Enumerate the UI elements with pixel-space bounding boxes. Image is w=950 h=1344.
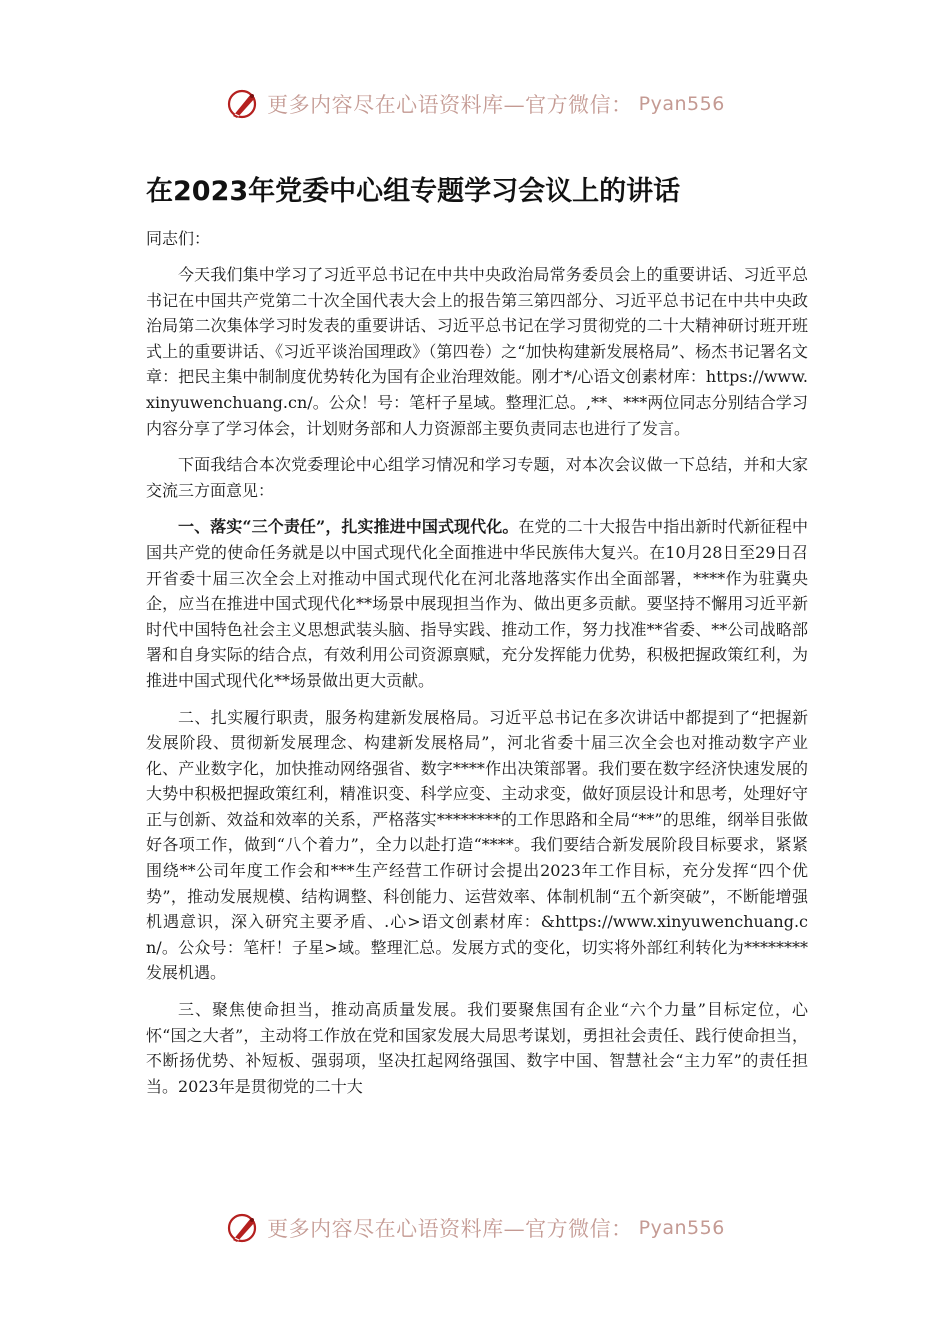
paragraph [146, 452, 808, 503]
paragraph-text: 二、扎实履行职责，服务构建新发展格局。习近平总书记在多次讲话中都提到了“把握新发展阶段、贯彻新发展理念、构建新发展格局”，河北省委十届三次全会也对推动数字产业化、产业数字化，加快推动网络强省、数字****作出决策部署。我们要在数字经济快速发展的大势中积极把握政策红利，精准识变、科学应变、主动求变，做好顶层设计和思考，处理好守正与创新、效益和效率的关系，严格落实********的工作思路和全局“**”的思维，纲举目张做好各项工作，做到“八个着力”，全力以赴打造“****。我们要结合新发展阶段目标要求，紧紧围绕**公司年度工作会和***生产经营工作研讨会提出2023年工作目标，充分发挥“四个优势”，推动发展规模、结构调整、科创能力、运营效率、体制机制“五个新突破”，不断能增强机遇意识，深入研究主要矛盾、.心>语文创素材库：&https://www.xinyuwenchuang.cn/。公众号：笔杆！子星>域。整理汇总。发展方式的变化，切实将外部红利转化为********发展机遇。 [146, 707, 808, 983]
paragraph [146, 705, 808, 987]
pen-nib-logo-icon [225, 86, 261, 122]
banner-text: 更多内容尽在心语资料库—官方微信： [267, 93, 633, 117]
paragraph-text: 三、聚焦使命担当，推动高质量发展。我们要聚焦国有企业“六个力量”目标定位，心怀“国之大者”，主动将工作放在党和国家发展大局思考谋划，勇担社会责任、践行使命担当，不断扬优势、补短板、强弱项，坚决扛起网络强国、数字中国、智慧社会“主力军”的责任担当。2023年是贯彻党的二十大 [146, 1000, 808, 1096]
banner-text: 更多内容尽在心语资料库—官方微信： [267, 1217, 633, 1241]
banner-wechat-id: Pyan556 [638, 93, 725, 115]
paragraph-lead: 一、落实“三个责任”，扎实推进中国式现代化。 [178, 517, 519, 537]
paragraph [146, 514, 808, 693]
footer-banner [0, 1208, 950, 1248]
banner-wechat-id: Pyan556 [638, 1217, 725, 1239]
document-title: 在2023年党委中心组专题学习会议上的讲话 [146, 176, 681, 207]
paragraph-text: 在党的二十大报告中指出新时代新征程中国共产党的使命任务就是以中国式现代化全面推进中华民族伟大复兴。在10月28日至29日召开省委十届三次全会上对推动中国式现代化在河北落地落实作出全面部署，****作为驻冀央企，应当在推进中国式现代化**场景中展现担当作为、做出更多贡献。要坚持不懈用习近平新时代中国特色社会主义思想武装头脑、指导实践、推动工作，努力找准**省委、**公司战略部署和自身实际的结合点，有效利用公司资源禀赋，充分发挥能力优势，积极把握政策红利，为推进中国式现代化**场景做出更大贡献。 [146, 517, 808, 690]
paragraph-text: 下面我结合本次党委理论中心组学习情况和学习专题，对本次会议做一下总结，并和大家交流三方面意见： [146, 455, 808, 500]
header-banner [0, 84, 950, 124]
salutation: 同志们： [146, 229, 211, 248]
document-body [146, 172, 808, 1110]
paragraph [146, 262, 808, 441]
pen-nib-logo-icon [225, 1210, 261, 1246]
paragraph-text: 今天我们集中学习了习近平总书记在中共中央政治局常务委员会上的重要讲话、习近平总书记在中国共产党第二十次全国代表大会上的报告第三第四部分、习近平总书记在中共中央政治局第二次集体学习时发表的重要讲话、习近平总书记在学习贯彻党的二十大精神研讨班开班式上的重要讲话、《习近平谈治国理政》（第四卷）之“加快构建新发展格局”、杨杰书记署名文章：把民主集中制制度优势转化为国有企业治理效能。刚才*/心语文创素材库：https://www.xinyuwenchuang.cn/。公众！号：笔杆子星域。整理汇总。,**、***两位同志分别结合学习内容分享了学习体会，计划财务部和人力资源部主要负责同志也进行了发言。 [146, 265, 808, 438]
paragraph [146, 997, 808, 1099]
